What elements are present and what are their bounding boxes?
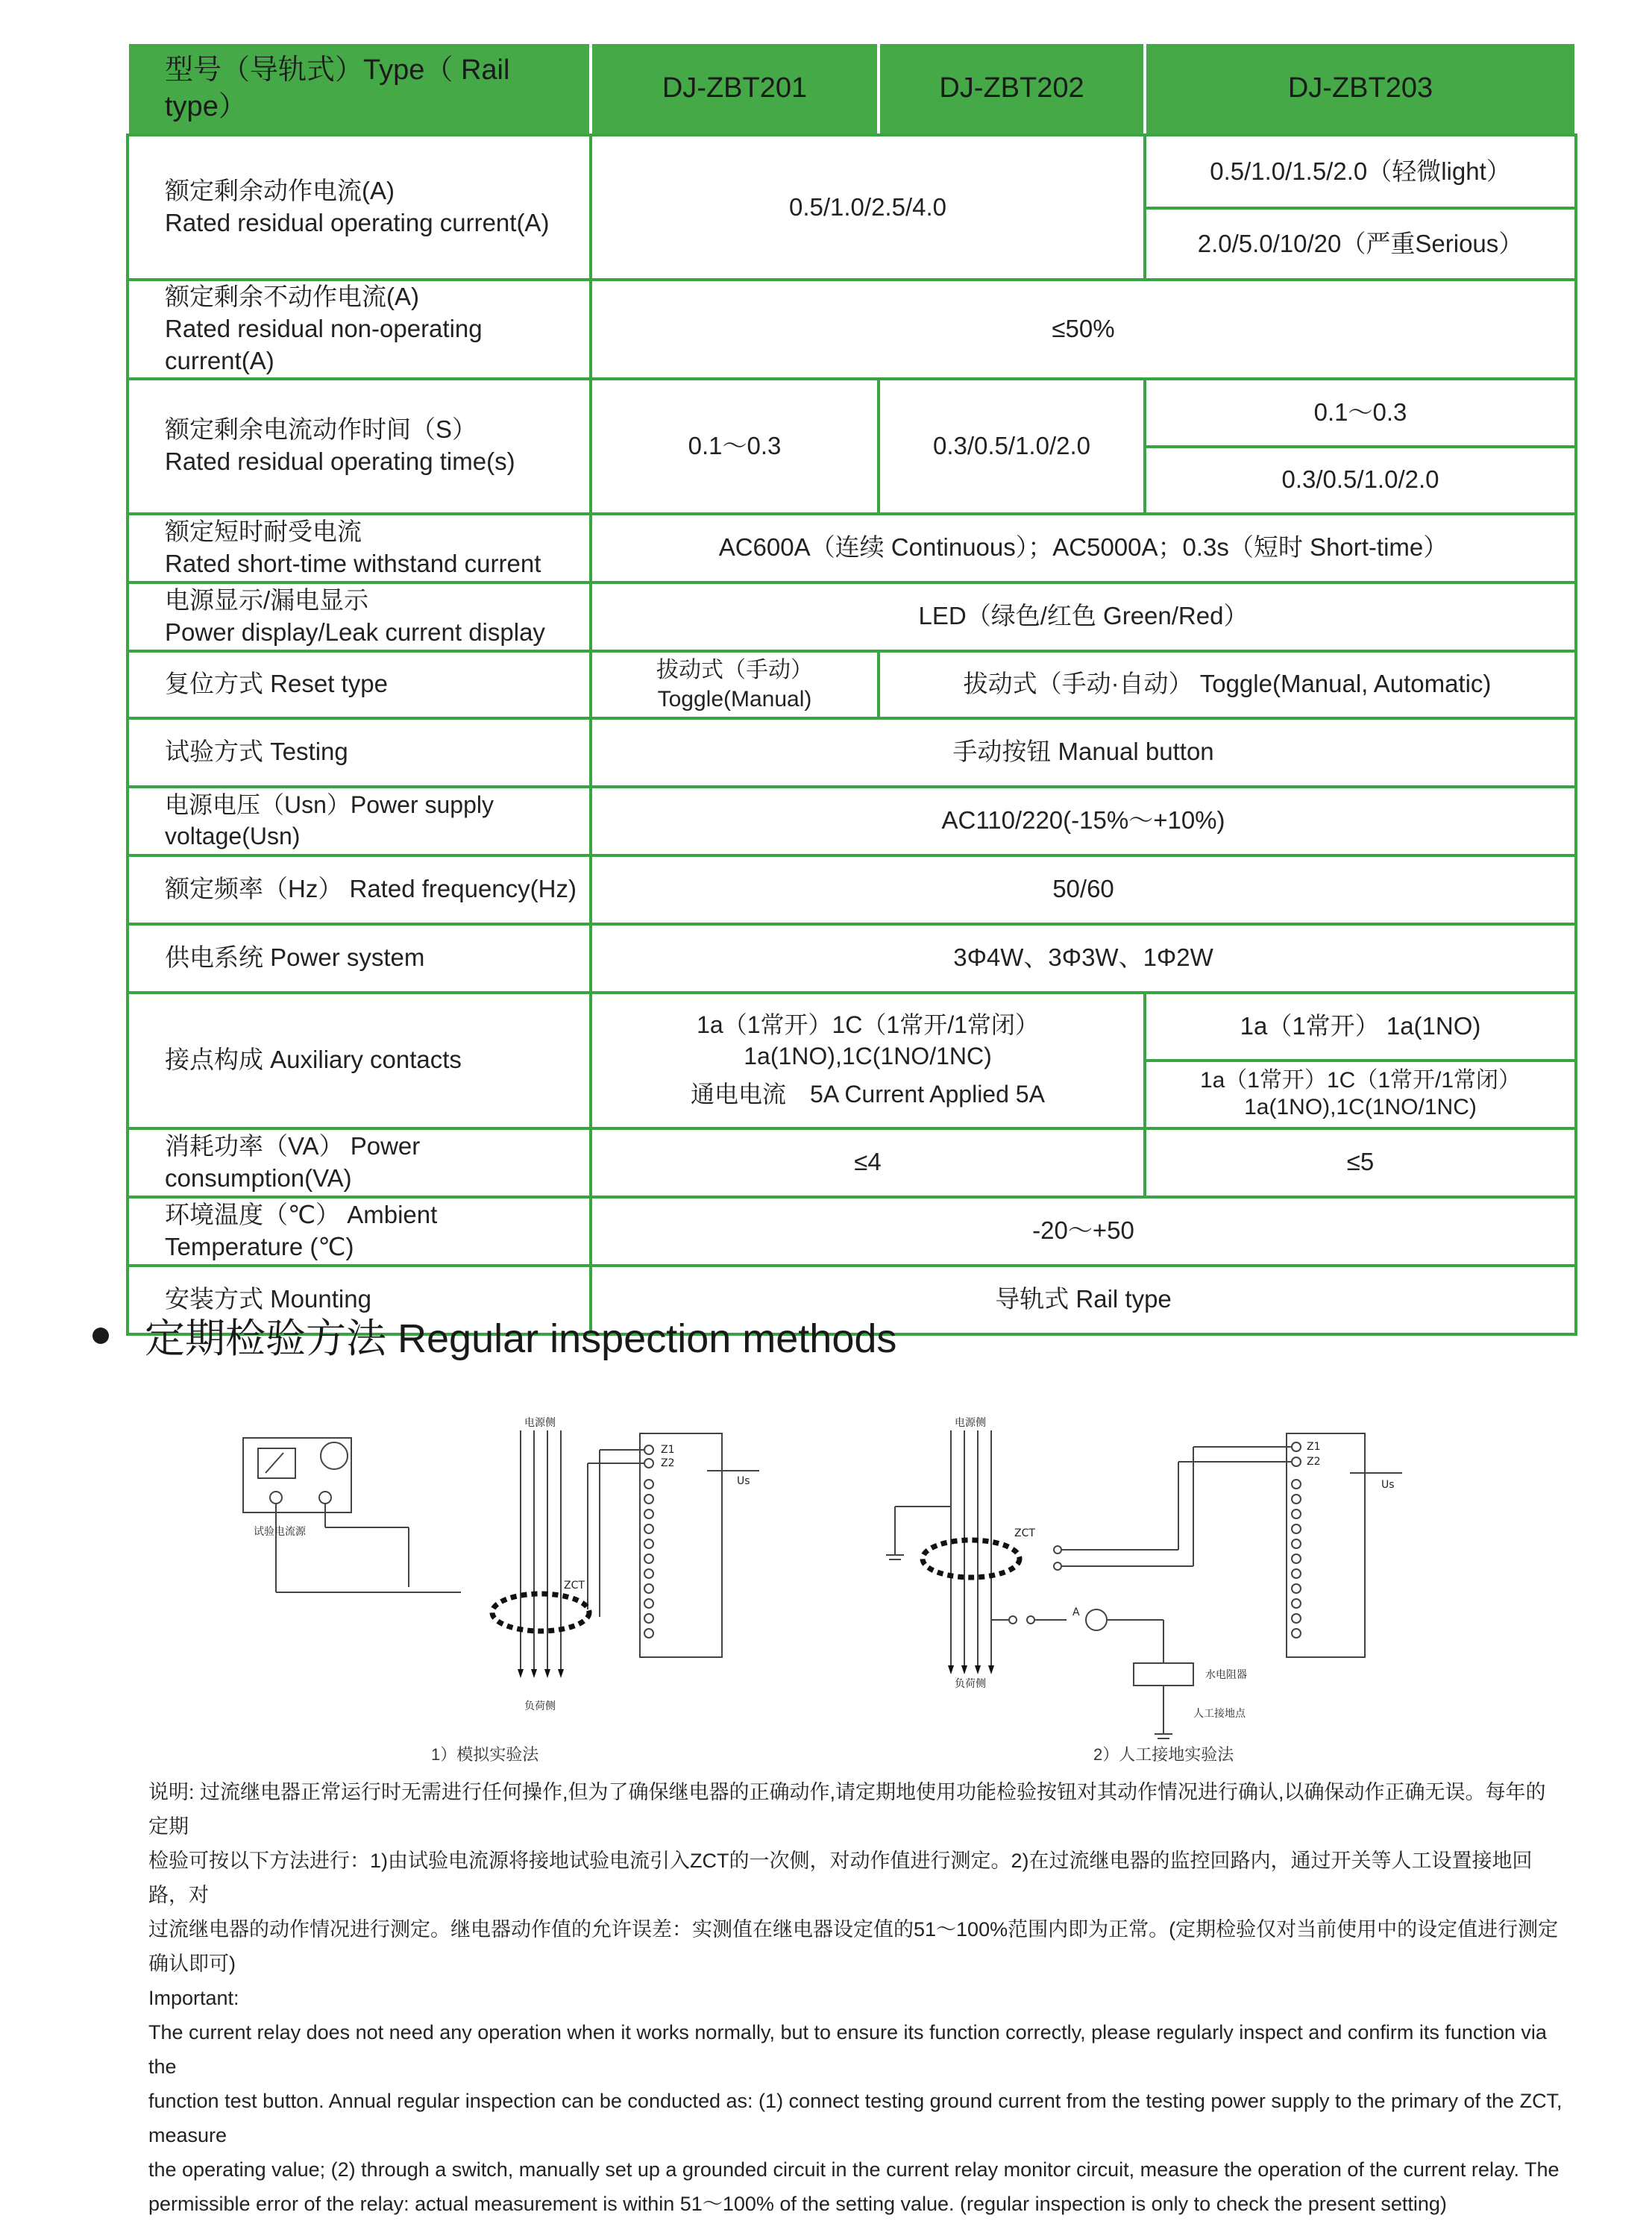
value-aux-201-202 — [591, 993, 1145, 1128]
value-residual-current-201-202: 0.5/1.0/2.5/4.0 — [591, 135, 1145, 280]
d2-us: Us — [1381, 1479, 1395, 1491]
note-en-3: the operating value; (2) through a switch, manually set up a grounded circuit in the current relay monitor circuit, measure the operation of the current relay. The — [148, 2158, 1560, 2181]
row-withstand — [128, 514, 1576, 582]
label-frequency: 额定频率（Hz） Rated frequency(Hz) — [128, 855, 591, 924]
section-heading — [92, 1307, 896, 1364]
label-mounting: 安装方式 Mounting — [128, 1266, 591, 1334]
value-withstand: AC600A（连续 Continuous）；AC5000A；0.3s（短时 Short-time） — [591, 514, 1576, 582]
value-reset-202-203: 拔动式（手动·自动） Toggle(Manual, Automatic) — [879, 651, 1576, 718]
note-en-1: The current relay does not need any operation when it works normally, but to ensure its function correctly, please regularly inspect and confirm its function via the — [148, 2021, 1547, 2078]
row-operating-time — [128, 379, 1576, 447]
d2-load-side: 负荷侧 — [955, 1678, 986, 1690]
aux-203b-line1: 1a（1常开）1C（1常开/1常闭） — [1199, 1068, 1521, 1093]
notes-block — [148, 1775, 1565, 2221]
value-frequency: 50/60 — [591, 855, 1576, 924]
label-en: Power display/Leak current display — [165, 618, 545, 646]
label-cn: 额定剩余不动作电流(A) — [165, 283, 419, 310]
value-operating-time-202: 0.3/0.5/1.0/2.0 — [879, 379, 1145, 514]
label-en: Rated residual non-operating current(A) — [165, 314, 483, 374]
spec-table — [126, 41, 1577, 1336]
aux-line1: 1a（1常开）1C（1常开/1常闭）1a(1NO),1C(1NO/1NC) — [697, 1011, 1039, 1069]
section-title: 定期检验方法 Regular inspection methods — [145, 1316, 897, 1361]
value-power-system: 3Φ4W、3Φ3W、1Φ2W — [591, 924, 1576, 993]
header-row — [128, 43, 1576, 135]
d1-power-side: 电源侧 — [524, 1417, 556, 1429]
label-operating-time — [128, 379, 591, 514]
value-temperature: -20～+50 — [591, 1197, 1576, 1266]
d2-z2: Z2 — [1307, 1456, 1321, 1468]
value-aux-203a: 1a（1常开） 1a(1NO) — [1145, 993, 1576, 1061]
note-important: Important: — [148, 1987, 239, 2009]
label-reset: 复位方式 Reset type — [128, 651, 591, 718]
row-supply-voltage — [128, 787, 1576, 855]
dial-icon — [321, 1442, 348, 1469]
diagram-simulated-svg — [237, 1417, 759, 1715]
value-consumption-203: ≤5 — [1145, 1128, 1576, 1197]
header-model-201: DJ-ZBT201 — [591, 43, 879, 135]
value-supply-voltage: AC110/220(-15%～+10%) — [591, 787, 1576, 855]
row-display — [128, 582, 1576, 651]
diagram2-caption: 2）人工接地实验法 — [1093, 1745, 1234, 1764]
value-consumption-201-202: ≤4 — [591, 1128, 1145, 1197]
label-cn: 额定短时耐受电流 — [165, 517, 362, 545]
label-en: Rated residual operating time(s) — [165, 447, 515, 476]
water-resistor-icon — [1134, 1663, 1193, 1686]
header-model-202: DJ-ZBT202 — [879, 43, 1145, 135]
value-operating-time-201: 0.1～0.3 — [591, 379, 879, 514]
label-non-operating — [128, 280, 591, 379]
label-en: Rated residual operating current(A) — [165, 209, 550, 236]
row-frequency — [128, 855, 1576, 924]
diagram1-caption: 1）模拟实验法 — [431, 1745, 539, 1764]
d1-source-label: 试验电流源 — [254, 1526, 306, 1538]
value-operating-time-203a: 0.1～0.3 — [1145, 379, 1576, 447]
d2-z1: Z1 — [1307, 1441, 1321, 1453]
value-mounting: 导轨式 Rail type — [591, 1266, 1576, 1334]
d2-power-side: 电源侧 — [955, 1417, 986, 1429]
note-en-2: function test button. Annual regular inspection can be conducted as: (1) connect testing ground current from the testing power supply to the primary of the ZCT, measure — [148, 2090, 1563, 2146]
bullet-icon — [92, 1328, 109, 1344]
label-en: Rated short-time withstand current — [165, 549, 541, 577]
d1-load-side: 负荷侧 — [524, 1700, 556, 1712]
row-power-system — [128, 924, 1576, 993]
label-supply-voltage: 电源电压（Usn）Power supply voltage(Usn) — [128, 787, 591, 855]
row-residual-current — [128, 135, 1576, 208]
label-withstand — [128, 514, 591, 582]
note-en-4: permissible error of the relay: actual measurement is within 51～100% of the setting value. (regular inspection is only to check the present setting) — [148, 2193, 1447, 2215]
row-aux — [128, 993, 1576, 1061]
row-reset — [128, 651, 1576, 718]
label-temperature: 环境温度（℃） Ambient Temperature (℃) — [128, 1197, 591, 1266]
d2-ammeter: A — [1072, 1606, 1080, 1618]
label-residual-current — [128, 135, 591, 280]
d1-z1: Z1 — [661, 1444, 675, 1456]
value-testing: 手动按钮 Manual button — [591, 718, 1576, 787]
d1-zct: ZCT — [564, 1580, 585, 1592]
ammeter-icon — [1086, 1609, 1107, 1630]
d2-resistor-label: 水电阻器 — [1205, 1669, 1247, 1681]
zct-ring-icon — [492, 1594, 589, 1631]
aux-203b-line2: 1a(1NO),1C(1NO/1NC) — [1244, 1095, 1477, 1120]
note-cn-3: 过流继电器的动作情况进行测定。继电器动作值的允许误差：实测值在继电器设定值的51～100%范围内即为正常。(定期检验仅对当前使用中的设定值进行测定确认即可) — [148, 1918, 1559, 1975]
value-operating-time-203b: 0.3/0.5/1.0/2.0 — [1145, 447, 1576, 514]
meter-icon — [258, 1448, 295, 1478]
label-consumption: 消耗功率（VA） Power consumption(VA) — [128, 1128, 591, 1197]
label-cn: 电源显示/漏电显示 — [165, 585, 369, 614]
d1-z2: Z2 — [661, 1457, 675, 1469]
zct-ring-icon-2 — [923, 1540, 1020, 1577]
diagram-grounding-svg — [880, 1417, 1402, 1745]
value-non-operating: ≤50% — [591, 280, 1576, 379]
label-aux: 接点构成 Auxiliary contacts — [128, 993, 591, 1128]
diagram-grounding-test — [880, 1417, 1402, 1745]
label-cn: 额定剩余电流动作时间（S） — [165, 415, 477, 444]
aux-line2: 通电电流 5A Current Applied 5A — [691, 1081, 1045, 1108]
d2-zct: ZCT — [1014, 1527, 1035, 1539]
header-model-203: DJ-ZBT203 — [1145, 43, 1576, 135]
row-temperature — [128, 1197, 1576, 1266]
note-cn-1: 说明: 过流继电器正常运行时无需进行任何操作,但为了确保继电器的正确动作,请定期地使用功能检验按钮对其动作情况进行确认,以确保动作正确无误。每年的定期 — [148, 1781, 1546, 1838]
value-residual-current-203-serious: 2.0/5.0/10/20（严重Serious） — [1145, 208, 1576, 280]
row-testing — [128, 718, 1576, 787]
label-power-system: 供电系统 Power system — [128, 924, 591, 993]
d2-ground-label: 人工接地点 — [1193, 1708, 1246, 1720]
row-non-operating — [128, 280, 1576, 379]
label-display — [128, 582, 591, 651]
value-residual-current-203-light: 0.5/1.0/1.5/2.0（轻微light） — [1145, 135, 1576, 208]
label-cn: 额定剩余动作电流(A) — [165, 177, 395, 205]
row-consumption — [128, 1128, 1576, 1197]
note-cn-2: 检验可按以下方法进行：1)由试验电流源将接地试验电流引入ZCT的一次侧，对动作值进行测定。2)在过流继电器的监控回路内，通过开关等人工设置接地回路，对 — [148, 1850, 1533, 1906]
diagram-simulated-test — [237, 1417, 759, 1715]
d1-us: Us — [737, 1475, 750, 1487]
header-type-label: 型号（导轨式）Type（ Rail type） — [128, 43, 591, 135]
value-aux-203b — [1145, 1061, 1576, 1128]
label-testing: 试验方式 Testing — [128, 718, 591, 787]
value-display: LED（绿色/红色 Green/Red） — [591, 582, 1576, 651]
value-reset-201: 拔动式（手动）Toggle(Manual) — [591, 651, 879, 718]
